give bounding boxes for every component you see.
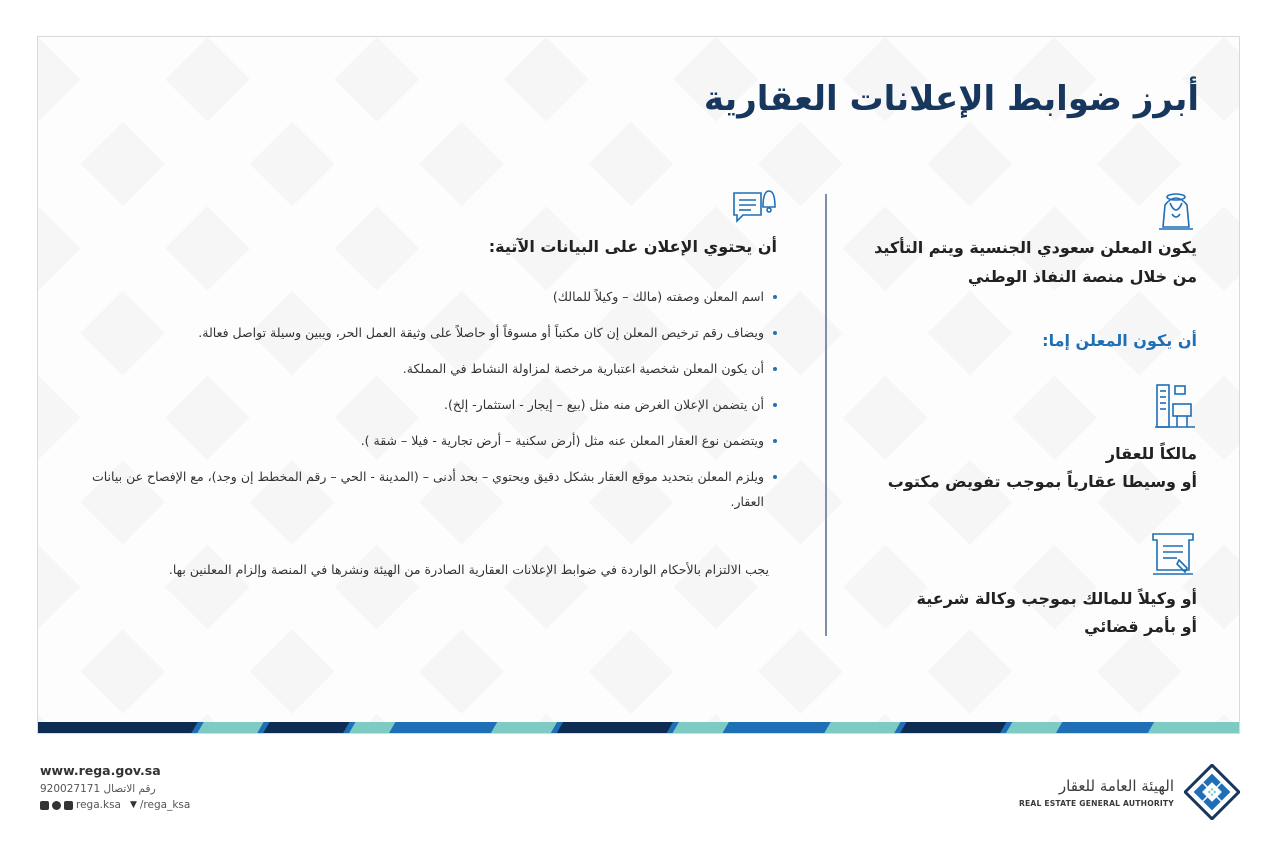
agent-line-1: أو وكيلاً للمالك بموجب وكالة شرعية — [916, 589, 1197, 608]
either-label: أن يكون المعلن إما: — [1042, 331, 1197, 350]
social-links — [40, 799, 190, 811]
chat-bell-icon — [731, 185, 777, 225]
social-handle[interactable]: rega.ksa — [76, 799, 121, 811]
footer-contact — [40, 763, 190, 811]
decorative-stripe — [38, 722, 1239, 733]
phone-number: رقم الاتصال 920027171 — [40, 783, 156, 795]
list-item: ويلزم المعلن بتحديد موقع العقار بشكل دقيق ويحتوي – بحد أدنى – (المدينة - الحي – رقم المخطط إن وجد)، مع الإفصاح عن بيانات العقار. — [57, 464, 777, 514]
nationality-line-1: يكون المعلن سعودي الجنسية ويتم التأكيد — [874, 238, 1197, 257]
building-icon — [1153, 382, 1197, 430]
website-link[interactable]: www.rega.gov.sa — [40, 763, 161, 778]
column-divider — [825, 194, 827, 636]
youtube-icon[interactable] — [64, 801, 73, 810]
instagram-icon[interactable] — [52, 801, 61, 810]
twitter-icon[interactable]: ▼ — [129, 800, 137, 810]
compliance-note: يجب الالتزام بالأحكام الواردة في ضوابط الإعلانات العقارية الصادرة من الهيئة ونشرها في المنصة وإلزام المعلنين بها. — [168, 562, 769, 577]
org-name-ar: الهيئة العامة للعقار — [1058, 776, 1174, 795]
infographic-card — [37, 36, 1240, 734]
saudi-man-icon — [1155, 187, 1197, 231]
list-item: ويضاف رقم ترخيص المعلن إن كان مكتباً أو مسوقاً أو حاصلاً على وثيقة العمل الحر، ويبين وسيلة تواصل فعالة. — [57, 320, 777, 345]
owner-line-1: مالكاً للعقار — [1105, 444, 1197, 463]
left-heading: أن يحتوي الإعلان على البيانات الآتية: — [488, 237, 777, 256]
rega-logo-icon — [1184, 764, 1240, 820]
agent-line-2: أو بأمر قضائي — [1084, 617, 1197, 636]
org-name-en: REAL ESTATE GENERAL AUTHORITY — [1018, 798, 1174, 808]
list-item: أن يتضمن الإعلان الغرض منه مثل (بيع – إيجار - استثمار- إلخ). — [57, 392, 777, 417]
page-title: أبرز ضوابط الإعلانات العقارية — [703, 79, 1199, 119]
requirements-list — [57, 284, 777, 525]
list-item: ويتضمن نوع العقار المعلن عنه مثل (أرض سكنية – أرض تجارية - فيلا – شقة ). — [57, 428, 777, 453]
twitter-handle[interactable]: /rega_ksa — [139, 799, 191, 811]
list-item: اسم المعلن وصفته (مالك – وكيلاً للمالك) — [57, 284, 777, 309]
list-item: أن يكون المعلن شخصية اعتبارية مرخصة لمزاولة النشاط في المملكة. — [57, 356, 777, 381]
nationality-line-2: من خلال منصة النفاذ الوطني — [967, 267, 1197, 286]
document-contract-icon — [1149, 530, 1197, 576]
owner-line-2: أو وسيطا عقارياً بموجب تفويض مكتوب — [887, 472, 1197, 491]
facebook-icon[interactable] — [40, 801, 49, 810]
org-logo-block — [1019, 764, 1240, 820]
